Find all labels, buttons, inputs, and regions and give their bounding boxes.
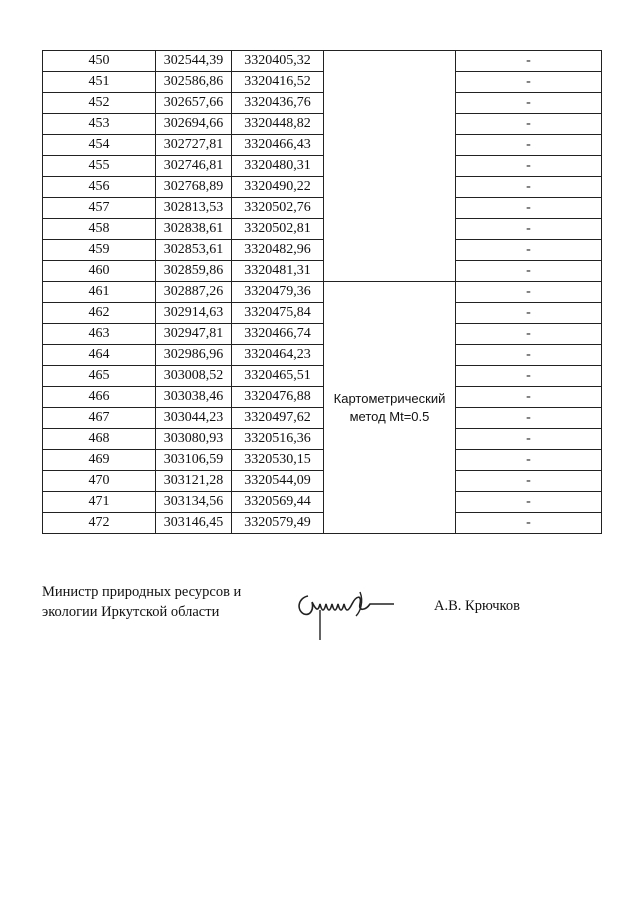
y-coordinate-cell: 3320475,84 xyxy=(232,303,324,324)
x-coordinate-cell: 302768,89 xyxy=(156,177,232,198)
point-number-cell: 464 xyxy=(43,345,156,366)
point-number-cell: 454 xyxy=(43,135,156,156)
accuracy-dash-cell: - xyxy=(456,471,602,492)
point-number-cell: 460 xyxy=(43,261,156,282)
x-coordinate-cell: 303146,45 xyxy=(156,513,232,534)
accuracy-dash-cell: - xyxy=(456,177,602,198)
point-number-cell: 467 xyxy=(43,408,156,429)
point-number-cell: 470 xyxy=(43,471,156,492)
accuracy-dash-cell: - xyxy=(456,450,602,471)
handwritten-signature xyxy=(290,582,410,642)
accuracy-dash-cell: - xyxy=(456,156,602,177)
method-label-line2: метод Mt=0.5 xyxy=(349,408,430,424)
accuracy-dash-cell: - xyxy=(456,303,602,324)
y-coordinate-cell: 3320579,49 xyxy=(232,513,324,534)
table-row xyxy=(43,387,602,408)
table-row xyxy=(43,408,602,429)
y-coordinate-cell: 3320502,76 xyxy=(232,198,324,219)
coordinates-table xyxy=(42,50,602,534)
accuracy-dash-cell: - xyxy=(456,219,602,240)
y-coordinate-cell: 3320416,52 xyxy=(232,72,324,93)
table-row xyxy=(43,471,602,492)
x-coordinate-cell: 302813,53 xyxy=(156,198,232,219)
point-number-cell: 456 xyxy=(43,177,156,198)
table-row xyxy=(43,93,602,114)
point-number-cell: 469 xyxy=(43,450,156,471)
point-number-cell: 453 xyxy=(43,114,156,135)
table-row xyxy=(43,240,602,261)
x-coordinate-cell: 302746,81 xyxy=(156,156,232,177)
x-coordinate-cell: 302727,81 xyxy=(156,135,232,156)
y-coordinate-cell: 3320480,31 xyxy=(232,156,324,177)
table-row xyxy=(43,345,602,366)
table-row xyxy=(43,303,602,324)
signatory-title xyxy=(42,582,241,622)
x-coordinate-cell: 303134,56 xyxy=(156,492,232,513)
x-coordinate-cell: 303038,46 xyxy=(156,387,232,408)
y-coordinate-cell: 3320479,36 xyxy=(232,282,324,303)
point-number-cell: 457 xyxy=(43,198,156,219)
y-coordinate-cell: 3320476,88 xyxy=(232,387,324,408)
table-row xyxy=(43,177,602,198)
point-number-cell: 458 xyxy=(43,219,156,240)
x-coordinate-cell: 303106,59 xyxy=(156,450,232,471)
x-coordinate-cell: 303121,28 xyxy=(156,471,232,492)
y-coordinate-cell: 3320436,76 xyxy=(232,93,324,114)
table-row xyxy=(43,261,602,282)
accuracy-dash-cell: - xyxy=(456,198,602,219)
point-number-cell: 451 xyxy=(43,72,156,93)
accuracy-dash-cell: - xyxy=(456,366,602,387)
x-coordinate-cell: 303008,52 xyxy=(156,366,232,387)
table-row xyxy=(43,51,602,72)
accuracy-dash-cell: - xyxy=(456,492,602,513)
x-coordinate-cell: 302947,81 xyxy=(156,324,232,345)
x-coordinate-cell: 302544,39 xyxy=(156,51,232,72)
point-number-cell: 459 xyxy=(43,240,156,261)
y-coordinate-cell: 3320481,31 xyxy=(232,261,324,282)
accuracy-dash-cell: - xyxy=(456,93,602,114)
point-number-cell: 471 xyxy=(43,492,156,513)
table-row xyxy=(43,156,602,177)
accuracy-dash-cell: - xyxy=(456,51,602,72)
table-row xyxy=(43,513,602,534)
point-number-cell: 450 xyxy=(43,51,156,72)
accuracy-dash-cell: - xyxy=(456,408,602,429)
y-coordinate-cell: 3320530,15 xyxy=(232,450,324,471)
point-number-cell: 463 xyxy=(43,324,156,345)
method-cell-empty xyxy=(324,51,456,282)
x-coordinate-cell: 302853,61 xyxy=(156,240,232,261)
method-label-line1: Картометрический xyxy=(333,390,446,406)
x-coordinate-cell: 302914,63 xyxy=(156,303,232,324)
accuracy-dash-cell: - xyxy=(456,135,602,156)
accuracy-dash-cell: - xyxy=(456,429,602,450)
signatory-title-line2: экологии Иркутской области xyxy=(42,604,220,620)
table-row xyxy=(43,135,602,156)
point-number-cell: 462 xyxy=(43,303,156,324)
point-number-cell: 455 xyxy=(43,156,156,177)
accuracy-dash-cell: - xyxy=(456,240,602,261)
point-number-cell: 452 xyxy=(43,93,156,114)
x-coordinate-cell: 302657,66 xyxy=(156,93,232,114)
y-coordinate-cell: 3320466,74 xyxy=(232,324,324,345)
y-coordinate-cell: 3320502,81 xyxy=(232,219,324,240)
table-row xyxy=(43,114,602,135)
point-number-cell: 472 xyxy=(43,513,156,534)
y-coordinate-cell: 3320516,36 xyxy=(232,429,324,450)
table-row xyxy=(43,219,602,240)
table-row xyxy=(43,282,602,303)
y-coordinate-cell: 3320448,82 xyxy=(232,114,324,135)
y-coordinate-cell: 3320482,96 xyxy=(232,240,324,261)
x-coordinate-cell: 302694,66 xyxy=(156,114,232,135)
accuracy-dash-cell: - xyxy=(456,282,602,303)
x-coordinate-cell: 302986,96 xyxy=(156,345,232,366)
point-number-cell: 468 xyxy=(43,429,156,450)
table-row xyxy=(43,72,602,93)
accuracy-dash-cell: - xyxy=(456,387,602,408)
y-coordinate-cell: 3320544,09 xyxy=(232,471,324,492)
x-coordinate-cell: 302586,86 xyxy=(156,72,232,93)
y-coordinate-cell: 3320569,44 xyxy=(232,492,324,513)
accuracy-dash-cell: - xyxy=(456,72,602,93)
accuracy-dash-cell: - xyxy=(456,261,602,282)
y-coordinate-cell: 3320490,22 xyxy=(232,177,324,198)
accuracy-dash-cell: - xyxy=(456,114,602,135)
point-number-cell: 466 xyxy=(43,387,156,408)
accuracy-dash-cell: - xyxy=(456,324,602,345)
table-row xyxy=(43,324,602,345)
table-row xyxy=(43,450,602,471)
signatory-title-line1: Министр природных ресурсов и xyxy=(42,584,242,600)
y-coordinate-cell: 3320405,32 xyxy=(232,51,324,72)
x-coordinate-cell: 303044,23 xyxy=(156,408,232,429)
table-row xyxy=(43,429,602,450)
accuracy-dash-cell: - xyxy=(456,513,602,534)
table-row xyxy=(43,198,602,219)
x-coordinate-cell: 302859,86 xyxy=(156,261,232,282)
x-coordinate-cell: 302838,61 xyxy=(156,219,232,240)
table-row xyxy=(43,492,602,513)
y-coordinate-cell: 3320464,23 xyxy=(232,345,324,366)
accuracy-dash-cell: - xyxy=(456,345,602,366)
point-number-cell: 465 xyxy=(43,366,156,387)
signatory-name: А.В. Крючков xyxy=(434,598,520,614)
y-coordinate-cell: 3320497,62 xyxy=(232,408,324,429)
y-coordinate-cell: 3320465,51 xyxy=(232,366,324,387)
point-number-cell: 461 xyxy=(43,282,156,303)
method-cell xyxy=(324,282,456,534)
table-row xyxy=(43,366,602,387)
x-coordinate-cell: 303080,93 xyxy=(156,429,232,450)
y-coordinate-cell: 3320466,43 xyxy=(232,135,324,156)
x-coordinate-cell: 302887,26 xyxy=(156,282,232,303)
